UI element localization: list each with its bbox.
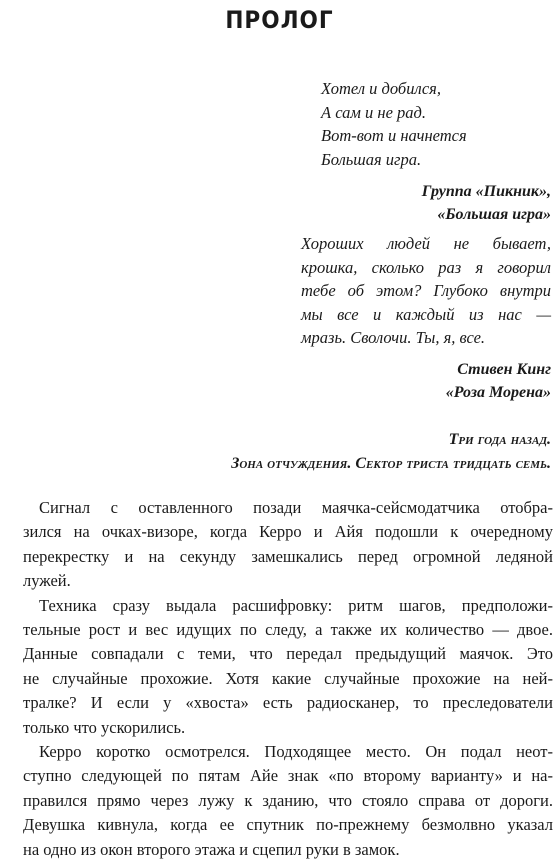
text-line: тельные рост и вес идущих по следу, а также их количество — двое. [23,620,553,640]
setting-line [231,428,551,476]
text-line: зился на очках-визоре, когда Керро и Айя подошли к очередному [23,522,553,542]
paragraph [23,740,553,862]
setting-time: Три года назад. [448,431,551,448]
paragraph [23,496,553,594]
epigraph-line: А сам и не рад. [321,102,426,122]
text-line: не случайные прохожие. Хотя какие случайные прохожие на ней- [23,668,553,688]
epigraph-line: крошка, сколько раз я говорил [301,257,551,277]
epigraph-picnic [321,77,551,226]
epigraph-attribution: «Большая игра» [437,206,551,224]
text-line: правился прямо через лужу к зданию, что стояло справа от дороги. [23,790,553,810]
setting-place: Зона отчуждения. Сектор триста тридцать семь. [231,455,551,472]
epigraph-line: Хороших людей не бывает, [301,234,551,253]
text-line: Данные совпадали с теми, что передал предыдущий маячок. Это [23,644,553,664]
epigraph-attribution: «Роза Морена» [445,383,551,401]
text-line: Керро коротко осмотрелся. Подходящее место. Он подал неот- [39,742,553,762]
text-line: ступно следующей по пятам Айе знак «по второму варианту» и на- [23,766,553,786]
text-line: лужей. [23,571,71,591]
text-line: Сигнал с оставленного позади маячка-сейсмодатчика отобра- [39,498,553,517]
text-line: тралке? И если у «хвоста» есть радиосканер, то преследователи [23,693,553,713]
epigraph-line: Большая игра. [321,149,422,169]
epigraph-line: Вот-вот и начнется [321,126,467,146]
text-line: Техника сразу выдала расшифровку: ритм шагов, предположи- [39,595,553,615]
text-line: только что ускорились. [23,717,186,737]
body-text [23,496,553,862]
epigraph-line: мразь. Сволочи. Ты, я, все. [301,328,486,348]
text-line: Девушка кивнула, когда ее спутник по-прежнему безмолвно указал [23,815,553,835]
epigraph-king [301,232,551,404]
epigraph-line: тебе об этом? Глубоко внутри [301,281,551,301]
paragraph [23,594,553,740]
chapter-title: ПРОЛОГ [225,6,334,34]
text-line: на одно из окон второго этажа и сцепил руки в замок. [23,839,400,859]
epigraph-line: мы все и каждый из нас — [301,304,551,324]
epigraph-line: Хотел и добился, [321,79,441,98]
epigraph-attribution: Группа «Пикник», [421,183,551,201]
epigraph-attribution: Стивен Кинг [457,360,551,378]
text-line: перекрестку и на секунду замешкались перед огромной ледяной [23,546,553,566]
